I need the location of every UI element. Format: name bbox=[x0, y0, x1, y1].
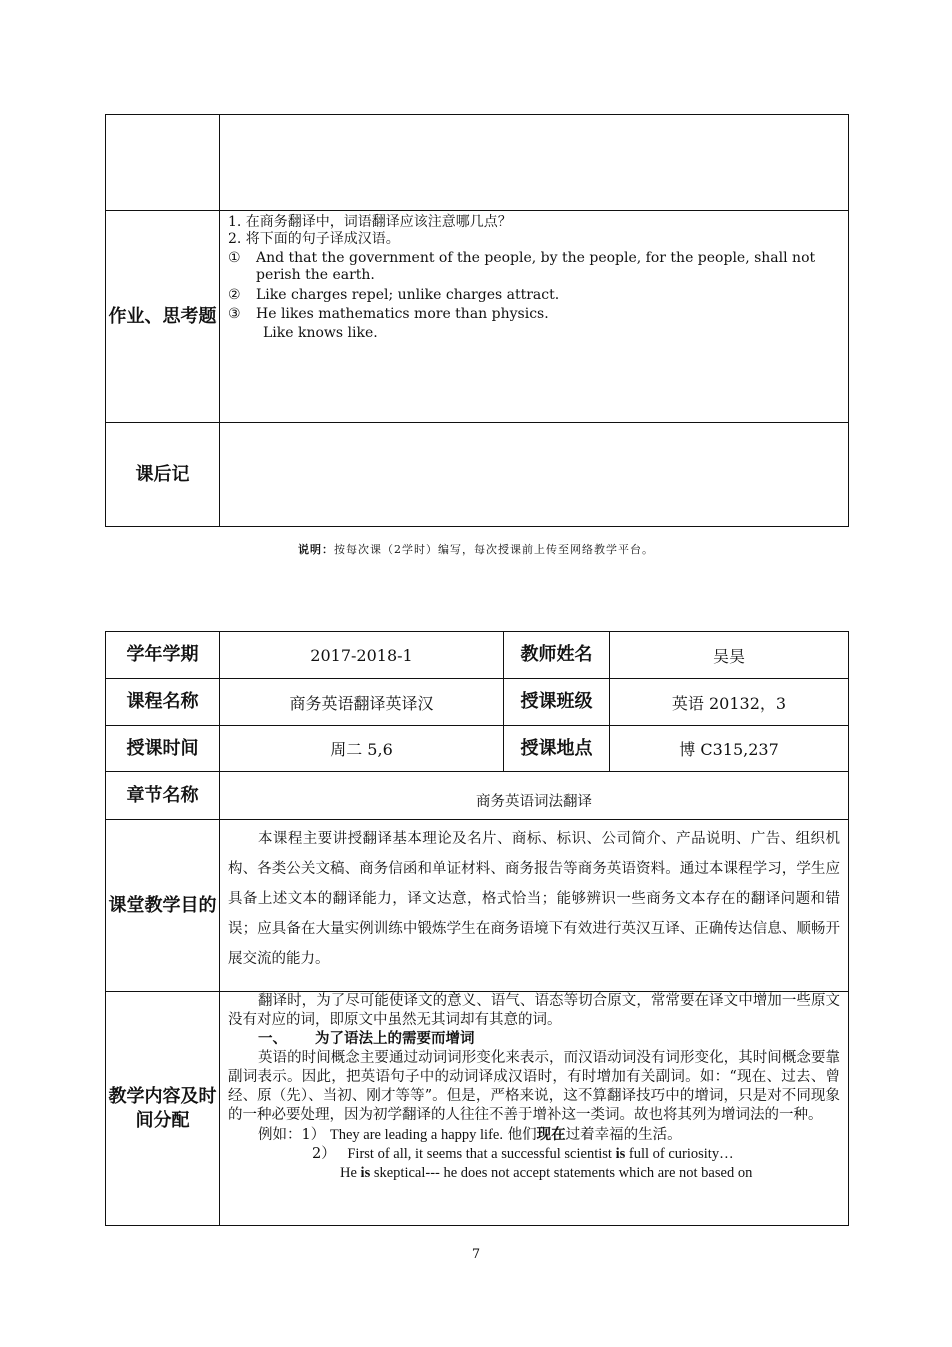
homework-item bbox=[228, 287, 840, 304]
objective-paragraph: 本课程主要讲授翻译基本理论及名片、商标、标识、公司简介、产品说明、广告、组织机构、各类公关文稿、商务信函和单证材料、商务报告等商务英语资料。通过本课程学习，学生应具备上述文本的翻译能力，译文达意，格式恰当；能够辨识一些商务文本存在的翻译问题和错误；应具备在大量实例训练中锻炼学生在商务语境下有效进行英汉互译、正确传达信息、顺畅开展交流的能力。 bbox=[228, 831, 840, 967]
class-label: 授课班级 bbox=[504, 679, 610, 726]
empty-label-cell bbox=[106, 115, 220, 211]
example-cn-emph: 现在 bbox=[536, 1126, 566, 1143]
course-value: 商务英语翻译英译汉 bbox=[220, 679, 504, 726]
content-heading bbox=[228, 1030, 840, 1049]
example-text-c: full of curiosity… bbox=[625, 1146, 734, 1162]
time-label: 授课时间 bbox=[106, 726, 220, 772]
footnote-prefix: 说明： bbox=[298, 543, 334, 556]
heading-number: 一、 bbox=[258, 1031, 287, 1047]
class-value: 英语 20132，3 bbox=[610, 679, 849, 726]
teacher-label: 教师姓名 bbox=[504, 632, 610, 679]
example-text-emph: is bbox=[360, 1165, 371, 1181]
homework-item bbox=[228, 250, 840, 284]
example-cn-a: 他们 bbox=[507, 1127, 537, 1143]
example-1 bbox=[228, 1125, 840, 1145]
homework-label: 作业、思考题 bbox=[106, 211, 220, 423]
example-prefix: 例如：1） bbox=[258, 1127, 326, 1143]
objective-text bbox=[220, 820, 849, 992]
course-info-table bbox=[105, 631, 849, 1226]
objective-label: 课堂教学目的 bbox=[106, 820, 220, 992]
example-3 bbox=[228, 1164, 840, 1183]
example-text-c: skeptical--- he does not accept statements which are not based on bbox=[370, 1165, 753, 1181]
after-class-label: 课后记 bbox=[106, 423, 220, 527]
after-class-content bbox=[220, 423, 849, 527]
heading-text: 为了语法上的需要而增词 bbox=[315, 1031, 475, 1047]
teacher-value: 吴昊 bbox=[610, 632, 849, 679]
term-value: 2017-2018-1 bbox=[220, 632, 504, 679]
empty-content-cell bbox=[220, 115, 849, 211]
footnote-text: 按每次课（2学时）编写，每次授课前上传至网络教学平台。 bbox=[334, 543, 654, 556]
item-text: He likes mathematics more than physics. bbox=[256, 306, 549, 322]
example-english: They are leading a happy life. bbox=[329, 1127, 503, 1143]
homework-extra: Like knows like. bbox=[263, 325, 378, 341]
chapter-value: 商务英语词法翻译 bbox=[220, 772, 849, 820]
homework-q1: 1. 在商务翻译中，词语翻译应该注意哪几点？ bbox=[228, 214, 512, 230]
homework-content bbox=[220, 211, 849, 423]
example-text-a: He bbox=[340, 1165, 361, 1181]
footnote bbox=[0, 541, 952, 557]
item-number: ② bbox=[228, 287, 241, 303]
item-number: ③ bbox=[228, 306, 241, 322]
example-cn-c: 过着幸福的生活。 bbox=[565, 1127, 682, 1143]
example-text-emph: is bbox=[615, 1146, 626, 1162]
content-body bbox=[220, 992, 849, 1226]
content-paragraph: 翻译时，为了尽可能使译文的意义、语气、语态等切合原文，常常要在译文中增加一些原文没有对应的词，即原文中虽然无其词却有其意的词。 bbox=[228, 993, 840, 1028]
content-label: 教学内容及时间分配 bbox=[106, 992, 220, 1226]
place-label: 授课地点 bbox=[504, 726, 610, 772]
homework-q2: 2. 将下面的句子译成汉语。 bbox=[228, 231, 400, 247]
time-value: 周二 5,6 bbox=[220, 726, 504, 772]
homework-item bbox=[228, 306, 840, 323]
place-value: 博 C315,237 bbox=[610, 726, 849, 772]
course-label: 课程名称 bbox=[106, 679, 220, 726]
chapter-label: 章节名称 bbox=[106, 772, 220, 820]
item-text: And that the government of the people, by the people, for the people, shall not perish the earth. bbox=[256, 250, 816, 283]
content-paragraph: 英语的时间概念主要通过动词词形变化来表示，而汉语动词没有词形变化，其时间概念要靠副词表示。因此，把英语句子中的动词译成汉语时，有时增加有关副词。如：“现在、过去、曾经、原（先）、当初、刚才等等”。但是，严格来说，这不算翻译技巧中的增词，只是对不同现象的一种必要处理，因为初学翻译的人往往不善于增补这一类词。故也将其列为增词法的一种。 bbox=[228, 1050, 840, 1123]
term-label: 学年学期 bbox=[106, 632, 220, 679]
page-number: 7 bbox=[471, 1247, 481, 1262]
item-text: Like charges repel; unlike charges attract. bbox=[256, 287, 560, 303]
example-text-a: First of all, it seems that a successful scientist bbox=[347, 1146, 616, 1162]
homework-table bbox=[105, 114, 849, 527]
item-number: ① bbox=[228, 250, 241, 266]
example-number: 2） bbox=[312, 1146, 336, 1162]
example-2 bbox=[228, 1145, 840, 1164]
